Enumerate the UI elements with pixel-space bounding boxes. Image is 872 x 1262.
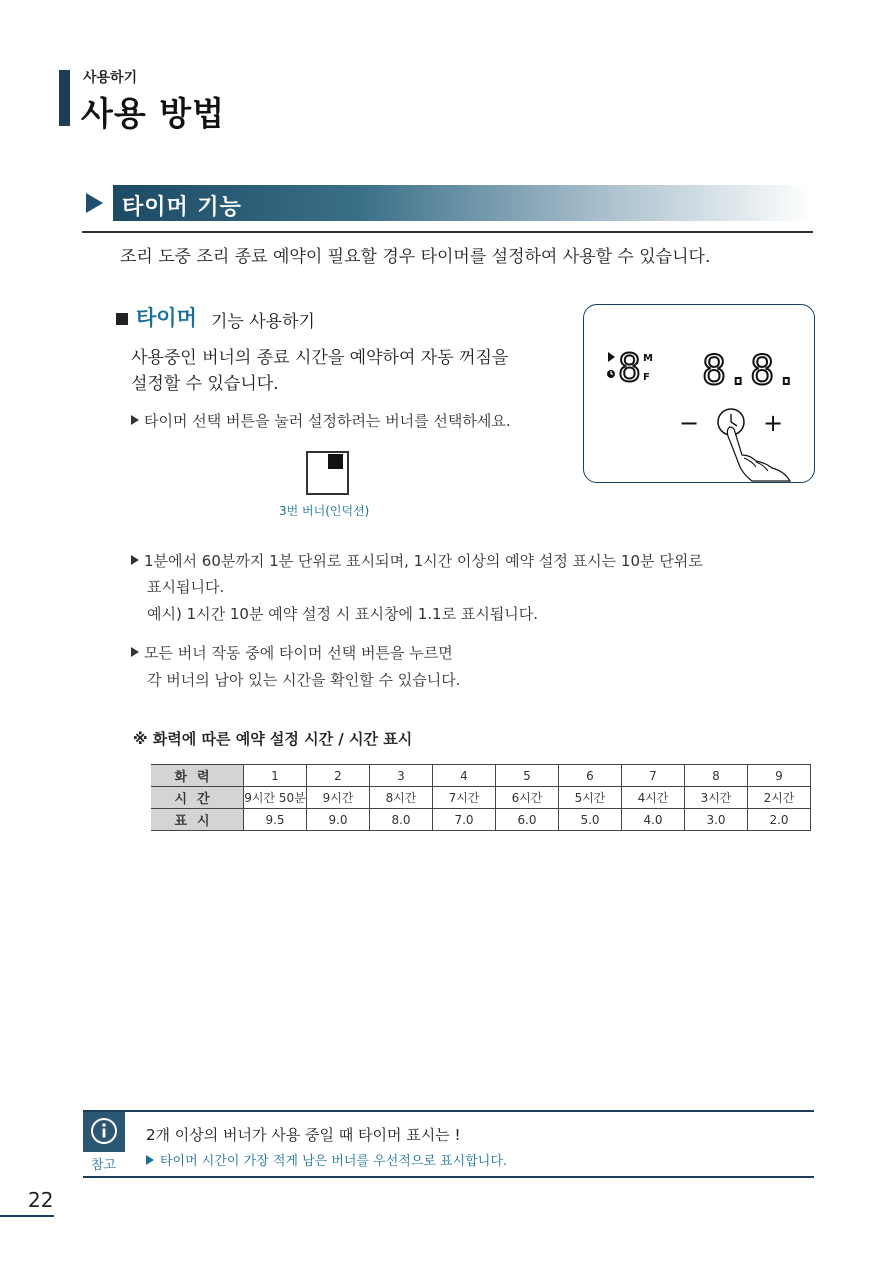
table-cell: 3.0 <box>685 809 748 831</box>
header-accent-bar <box>59 70 70 126</box>
table-cell: 5 <box>496 765 559 787</box>
description-line: 설정할 수 있습니다. <box>131 374 279 394</box>
burner-caption: 3번 버너(인덕션) <box>279 504 370 518</box>
table-cell: 8.0 <box>370 809 433 831</box>
section-divider <box>82 231 813 233</box>
table-cell: 9.5 <box>244 809 307 831</box>
table-cell: 5.0 <box>559 809 622 831</box>
table-cell: 2 <box>307 765 370 787</box>
panel-graphic <box>584 305 814 482</box>
table-cell: 6시간 <box>496 787 559 809</box>
table-cell: 2.0 <box>748 809 811 831</box>
table-cell: 7시간 <box>433 787 496 809</box>
bullet-check-remaining <box>131 640 453 666</box>
bullet-text: 표시됩니다. <box>147 578 225 596</box>
section-title: 타이머 기능 <box>122 195 242 220</box>
plus-button: + <box>763 409 784 437</box>
note-text-body: 타이머 시간이 가장 적게 남은 버너를 우선적으로 표시합니다. <box>160 1154 508 1169</box>
row-header: 시간 <box>151 787 244 809</box>
bullet-select-burner <box>131 408 511 434</box>
table-cell: 7 <box>622 765 685 787</box>
bullet-display-units <box>131 548 703 574</box>
table-cell: 9.0 <box>307 809 370 831</box>
table-row <box>151 765 811 787</box>
section-arrow-icon <box>86 193 103 213</box>
table-cell: 8시간 <box>370 787 433 809</box>
header-subtitle: 사용하기 <box>83 70 138 86</box>
triangle-bullet-icon <box>131 647 139 657</box>
bullet-text: 모든 버너 작동 중에 타이머 선택 버튼을 누르면 <box>144 644 453 662</box>
burner-digit: 8 <box>618 346 641 390</box>
subsection-description <box>131 345 551 397</box>
section-intro: 조리 도중 조리 종료 예약이 필요할 경우 타이머를 설정하여 사용할 수 있습니다. <box>120 247 711 267</box>
table-cell: 9시간 50분 <box>244 787 307 809</box>
bullet-example: 예시) 1시간 10분 예약 설정 시 표시창에 1.1로 표시됩니다. <box>147 605 539 623</box>
table-cell: 2시간 <box>748 787 811 809</box>
table-cell: 6.0 <box>496 809 559 831</box>
table-cell: 4시간 <box>622 787 685 809</box>
table-cell: 9시간 <box>307 787 370 809</box>
table-cell: 4 <box>433 765 496 787</box>
selected-burner-marker <box>328 454 343 469</box>
time-display: 8.8. <box>702 348 799 394</box>
subsection-title-rest: 기능 사용하기 <box>211 312 315 332</box>
description-line: 사용중인 버너의 종료 시간을 예약하여 자동 꺼짐을 <box>131 348 509 368</box>
play-indicator-icon <box>608 352 615 362</box>
table-cell: 5시간 <box>559 787 622 809</box>
bullet-text: 각 버너의 남아 있는 시간을 확인할 수 있습니다. <box>147 671 461 689</box>
table-cell: 1 <box>244 765 307 787</box>
page-number: 22 <box>28 1188 54 1212</box>
table-cell: 7.0 <box>433 809 496 831</box>
table-cell: 3 <box>370 765 433 787</box>
subsection-title-highlight: 타이머 <box>136 306 197 330</box>
unit-m-label: M <box>643 353 653 364</box>
table-cell: 9 <box>748 765 811 787</box>
note-top-rule <box>83 1110 814 1112</box>
row-header: 화력 <box>151 765 244 787</box>
table-title: ※ 화력에 따른 예약 설정 시간 / 시간 표시 <box>133 730 413 748</box>
bullet-text: 타이머 선택 버튼을 눌러 설정하려는 버너를 선택하세요. <box>144 412 511 430</box>
note-label: 참고 <box>91 1158 117 1173</box>
table-cell: 6 <box>559 765 622 787</box>
table-row <box>151 809 811 831</box>
bullet-text: 1분에서 60분까지 1분 단위로 표시되며, 1시간 이상의 예약 설정 표시는 10분 단위로 <box>144 552 703 570</box>
table-cell: 4.0 <box>622 809 685 831</box>
timer-table <box>151 764 811 831</box>
row-header: 표시 <box>151 809 244 831</box>
table-cell: 8 <box>685 765 748 787</box>
minus-button: − <box>679 409 700 437</box>
page-number-rule <box>0 1215 54 1217</box>
note-text <box>146 1150 507 1169</box>
timer-display-panel <box>583 304 815 483</box>
triangle-bullet-icon <box>131 555 139 565</box>
note-heading: 2개 이상의 버너가 사용 중일 때 타이머 표시는 ! <box>146 1126 461 1144</box>
note-bottom-rule <box>83 1176 814 1178</box>
page-title: 사용 방법 <box>81 94 226 133</box>
triangle-bullet-icon <box>146 1155 154 1165</box>
triangle-bullet-icon <box>131 415 139 425</box>
table-cell: 3시간 <box>685 787 748 809</box>
unit-f-label: F <box>643 372 650 383</box>
square-bullet-icon <box>116 313 128 325</box>
info-icon <box>90 1117 118 1145</box>
table-row <box>151 787 811 809</box>
